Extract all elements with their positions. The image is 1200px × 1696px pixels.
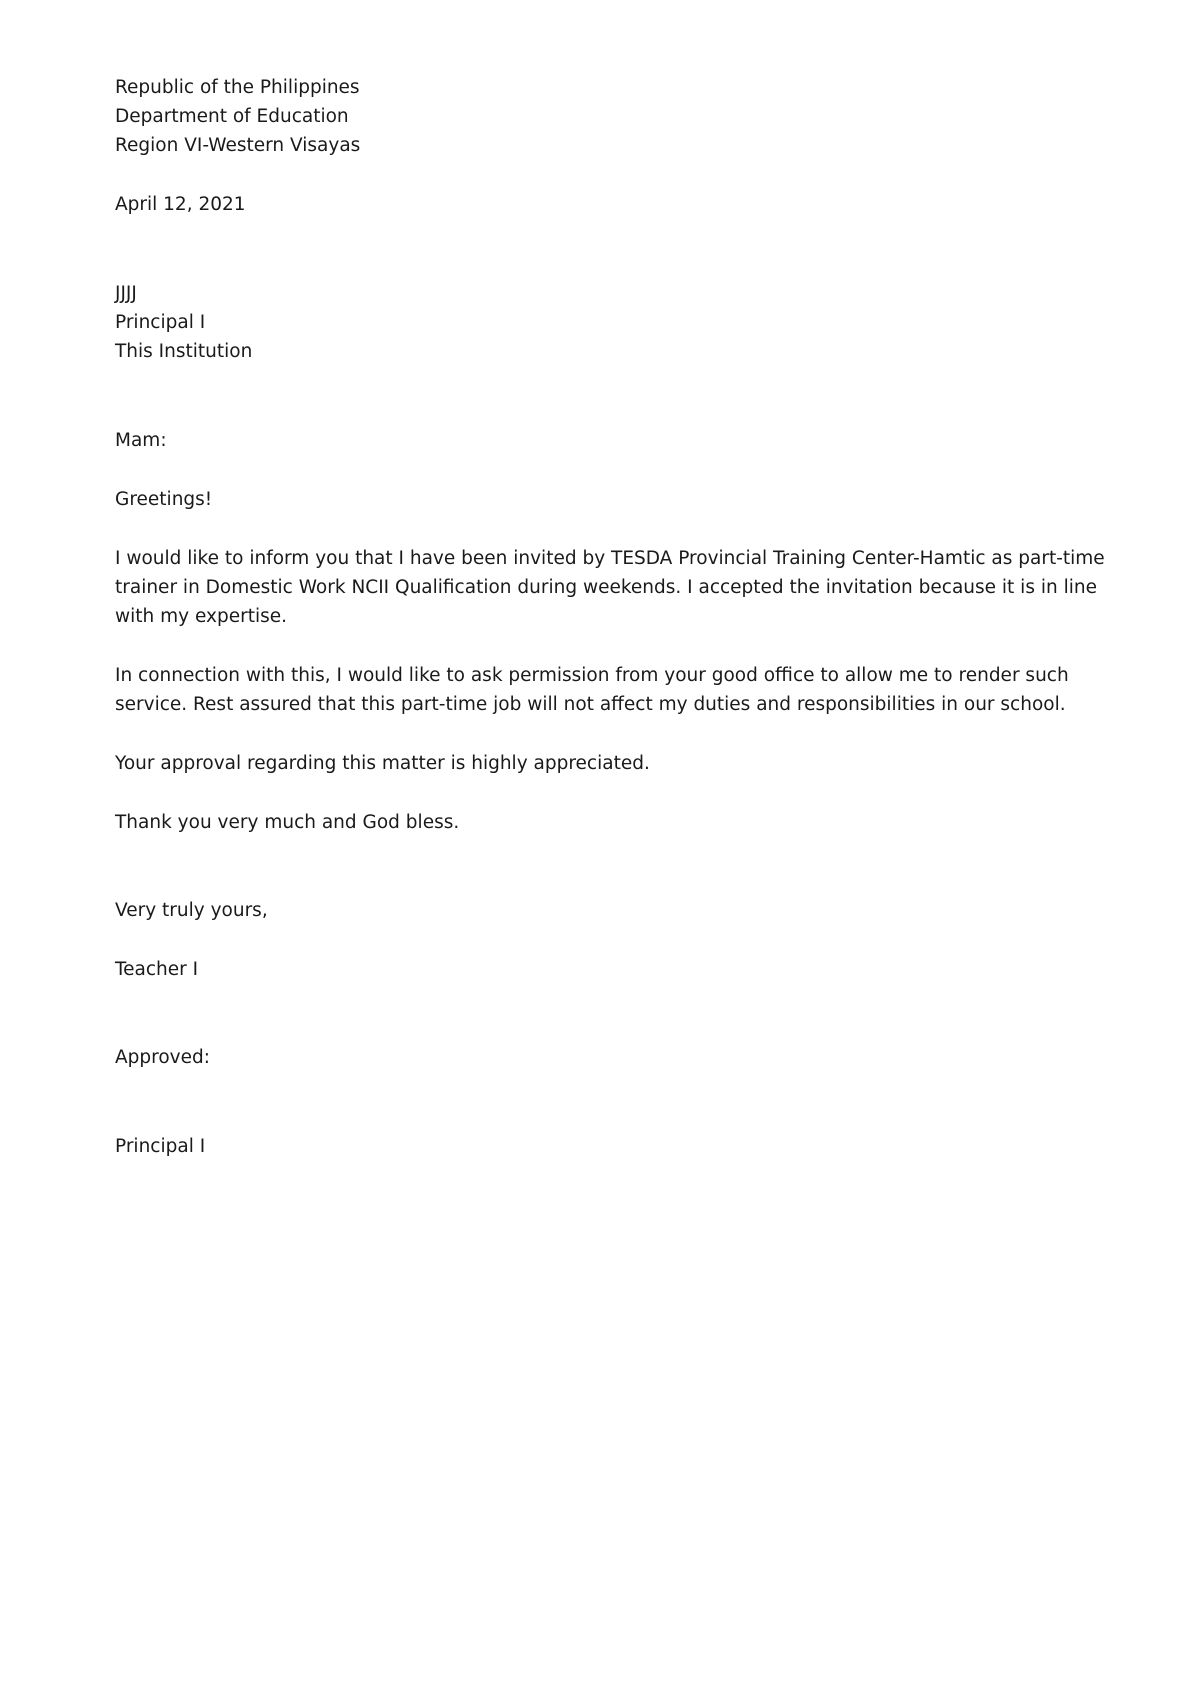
approved-label: Approved: <box>115 1047 210 1068</box>
body-paragraph-thanks: Thank you very much and God bless. <box>115 812 460 833</box>
salutation: Mam: <box>115 430 167 451</box>
recipient-title: Principal I <box>115 312 206 333</box>
letterhead-department: Department of Education <box>115 106 349 127</box>
letterhead-republic: Republic of the Philippines <box>115 77 360 98</box>
body-paragraph-permission: In connection with this, I would like to ask permission from your good office to allow me to render such service. Rest assured that this part-time job will not affect my duties and responsibilities in our school. <box>115 665 1069 715</box>
body-paragraph-invitation: I would like to inform you that I have been invited by TESDA Provincial Training Center-Hamtic as part-time trainer in Domestic Work NCII Qualification during weekends. I accepted the invitation because it is in line with my expertise. <box>115 548 1105 627</box>
recipient-institution: This Institution <box>115 341 253 362</box>
letterhead-region: Region VI-Western Visayas <box>115 135 361 156</box>
recipient-name: JJJJ <box>115 283 137 304</box>
approver-title: Principal I <box>115 1136 206 1157</box>
letter-date: April 12, 2021 <box>115 194 246 215</box>
greeting: Greetings! <box>115 489 213 510</box>
closing: Very truly yours, <box>115 900 268 921</box>
sender-title: Teacher I <box>115 959 199 980</box>
body-paragraph-approval: Your approval regarding this matter is highly appreciated. <box>115 753 650 774</box>
